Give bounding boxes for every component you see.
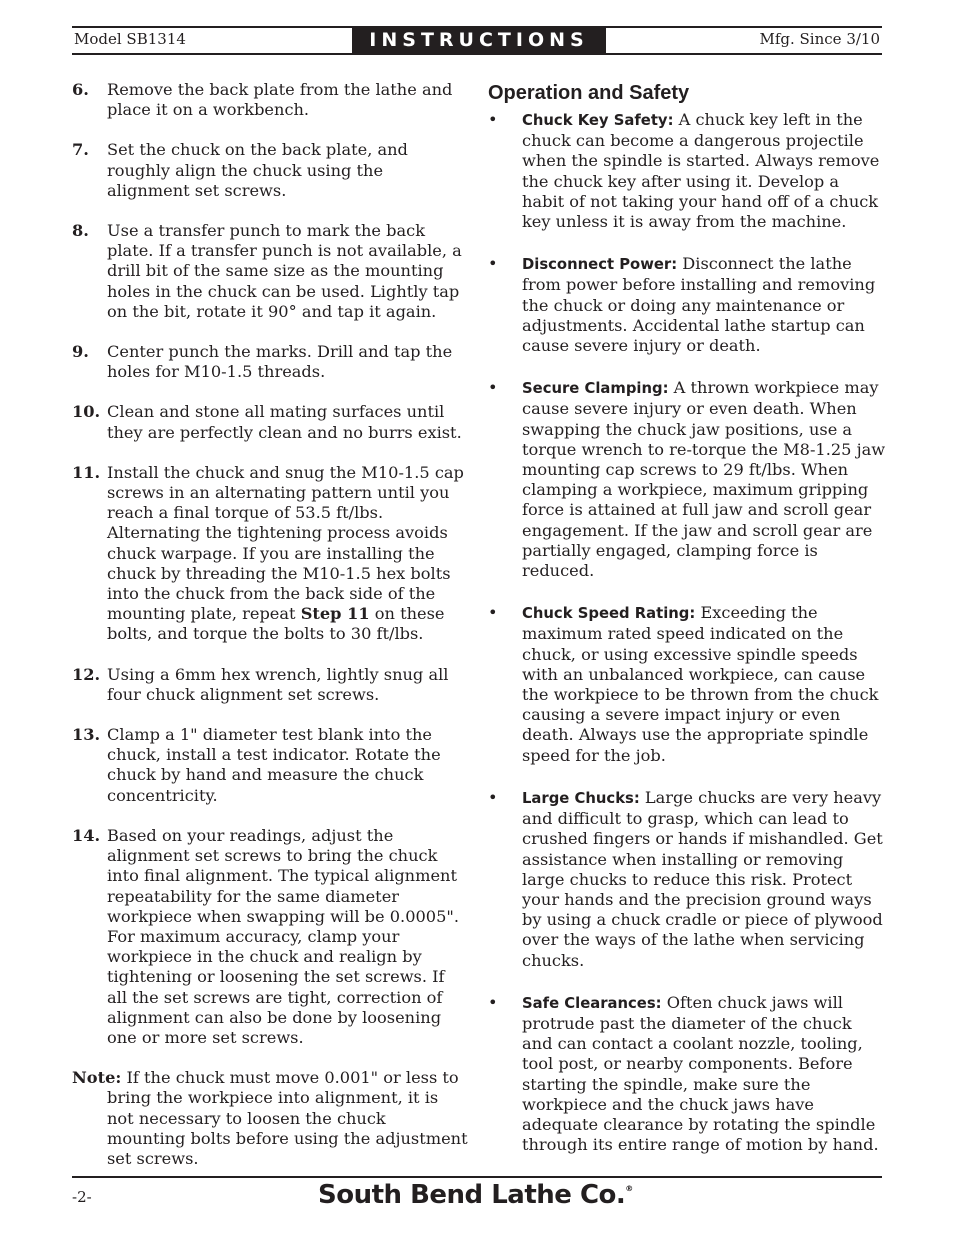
bullet-lead: Safe Clearances: xyxy=(522,994,662,1012)
step-10 xyxy=(72,402,468,442)
step-text: Install the chuck and snug the M10-1.5 cap screws in an alternating pattern until you reach a final torque of 53.5 ft/lbs. Alternating the tightening process avoids chuck warpage. If you are installing the chuck by threading the M10-1.5 hex bolts into the chuck from the back side of the mounting plate, repeat xyxy=(107,462,464,624)
bullet-large-chucks xyxy=(488,788,886,971)
step-number: 13. xyxy=(72,725,101,745)
bullet-text: Disconnect the lathe from power before installing and removing the chuck or doing any maintenance or adjustments. Accidental lathe startup can cause severe injury or death. xyxy=(522,254,876,356)
step-6 xyxy=(72,80,468,120)
bullet-icon: • xyxy=(488,378,498,398)
bullet-chuck-key-safety xyxy=(488,110,886,232)
step-number: 9. xyxy=(72,342,89,362)
bullet-lead: Chuck Key Safety: xyxy=(522,112,674,129)
section-title-banner xyxy=(352,26,606,54)
bullet-text: A thrown workpiece may cause severe injury or even death. When swapping the chuck jaw positions, use a torque wrench to re-torque the M8-1.25 jaw mounting cap screws to 29 ft/lbs. When clamping a workpiece, maximum gripping force is attained at full jaw and scroll gear engagement. If the jaw and scroll gear are partially engaged, clamping force is reduced. xyxy=(522,378,886,581)
bullet-text: Large chucks are very heavy and difficult to grasp, which can lead to crushed fingers or hands if mishandled. Get assistance when installing or removing large chucks to reduce this risk. Protect your hands and the precision ground ways by using a chuck cradle or piece of plywood over the ways of the lathe when servicing chucks. xyxy=(522,787,883,970)
step-8 xyxy=(72,221,468,322)
step-number: 11. xyxy=(72,462,101,482)
note xyxy=(72,1068,468,1169)
bullet-secure-clamping xyxy=(488,378,886,581)
step-text: Remove the back plate from the lathe and place it on a workbench. xyxy=(107,80,453,120)
footer-rule xyxy=(72,1176,882,1178)
company-logo-text: South Bend Lathe Co. xyxy=(318,1180,626,1210)
step-14 xyxy=(72,826,468,1048)
step-number: 10. xyxy=(72,402,101,422)
step-number: 14. xyxy=(72,825,101,845)
step-text: Use a transfer punch to mark the back plate. If a transfer punch is not available, a drill bit of the same size as the mounting holes in the chuck can be used. Lightly tap on the bit, rotate it 90° and tap it again. xyxy=(107,221,462,321)
company-logo xyxy=(318,1180,633,1210)
bullet-icon: • xyxy=(488,787,498,807)
step-text: Clamp a 1" diameter test blank into the chuck, install a test indicator. Rotate the chuck by hand and measure the chuck concentricity. xyxy=(107,725,441,805)
bullet-icon: • xyxy=(488,992,498,1012)
step-13 xyxy=(72,725,468,806)
bullet-icon: • xyxy=(488,254,498,274)
bullet-disconnect-power xyxy=(488,254,886,356)
bullet-text: A chuck key left in the chuck can become a dangerous projectile when the spindle is started. Always remove the chuck key after using it. Develop a habit of not taking your hand off of a chuck key unless it is away from the machine. xyxy=(522,110,880,232)
bullet-safe-clearances xyxy=(488,993,886,1156)
section-title: INSTRUCTIONS xyxy=(369,29,589,51)
step-7 xyxy=(72,140,468,201)
step-reference: Step 11 xyxy=(300,604,370,624)
bullet-icon: • xyxy=(488,110,498,129)
note-text: If the chuck must move 0.001" or less to bring the workpiece into alignment, it is not necessary to loosen the chuck mounting bolts before using the adjustment set screws. xyxy=(107,1068,468,1168)
step-number: 8. xyxy=(72,221,89,241)
bullet-lead: Large Chucks: xyxy=(522,789,640,807)
bullet-lead: Disconnect Power: xyxy=(522,256,678,274)
section-heading: Operation and Safety xyxy=(488,82,690,104)
page-number: -2- xyxy=(72,1188,92,1206)
left-column xyxy=(72,80,468,1169)
step-number: 7. xyxy=(72,140,89,160)
bullet-chuck-speed-rating xyxy=(488,603,886,766)
step-text: Based on your readings, adjust the alignment set screws to bring the chuck into final alignment. The typical alignment repeatability for the same diameter workpiece when swapping will be 0.0005". For maximum accuracy, clamp your workpiece in the chuck and realign by tightening or loosening the set screws. If all the set screws are tight, correction of alignment can also be done by loosening one or more set screws. xyxy=(107,825,459,1047)
right-column xyxy=(488,80,886,1155)
model-number: Model SB1314 xyxy=(74,30,186,48)
page-header xyxy=(72,26,882,54)
bullet-lead: Secure Clamping: xyxy=(522,380,669,398)
step-text-continued: on these bolts, and torque the bolts to 30 ft/lbs. xyxy=(107,604,445,644)
step-text: Set the chuck on the back plate, and roughly align the chuck using the alignment set screws. xyxy=(107,140,408,200)
step-number: 12. xyxy=(72,664,101,684)
bullet-text: Often chuck jaws will protrude past the diameter of the chuck and can contact a coolant nozzle, tooling, tool post, or nearby components. Before starting the spindle, make sure the workpiece and the chuck jaws have adequate clearance by rotating the spindle through its entire range of motion by hand. xyxy=(522,992,879,1155)
step-text: Clean and stone all mating surfaces until they are perfectly clean and no burrs exist. xyxy=(107,402,462,442)
step-12 xyxy=(72,665,468,705)
bullet-text: Exceeding the maximum rated speed indicated on the chuck, or using excessive spindle speeds with an unbalanced workpiece, can cause the workpiece to be thrown from the chuck causing a severe impact injury or even death. Always use the appropriate spindle speed for the job. xyxy=(522,603,879,765)
step-text: Center punch the marks. Drill and tap the holes for M10-1.5 threads. xyxy=(107,342,453,382)
note-label: Note: xyxy=(72,1068,122,1088)
bullet-lead: Chuck Speed Rating: xyxy=(522,605,696,623)
step-11 xyxy=(72,463,468,645)
step-9 xyxy=(72,342,468,382)
step-number: 6. xyxy=(72,80,89,99)
bullet-icon: • xyxy=(488,603,498,623)
step-text: Using a 6mm hex wrench, lightly snug all four chuck alignment set screws. xyxy=(107,664,449,704)
manufacture-date: Mfg. Since 3/10 xyxy=(759,30,880,48)
registered-mark: ® xyxy=(625,1184,633,1193)
